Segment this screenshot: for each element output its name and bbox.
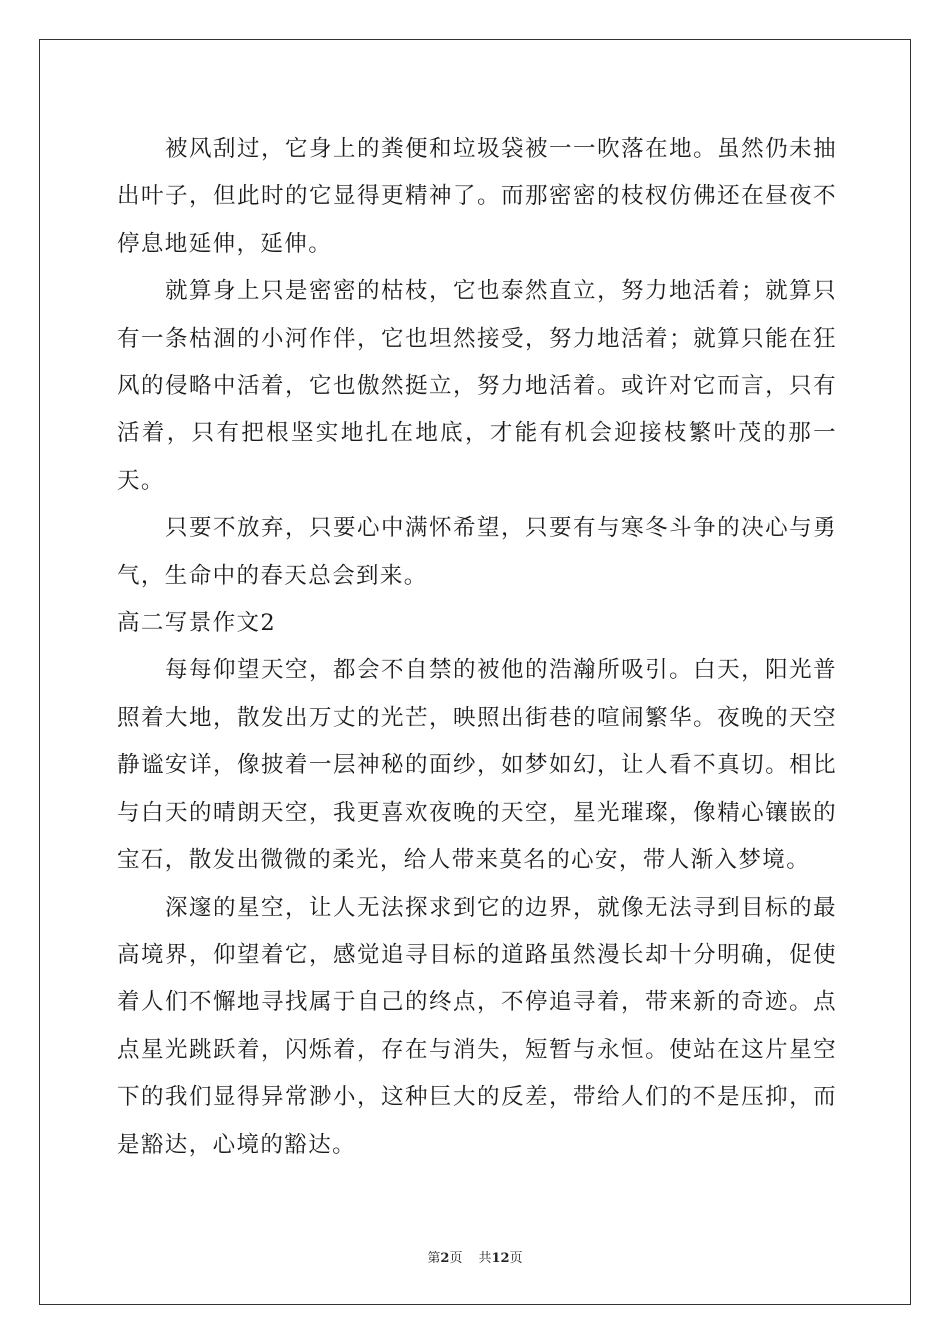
total-pages: 12 [491,1251,510,1266]
paragraph: 只要不放弃，只要心中满怀希望，只要有与寒冬斗争的决心与勇气，生命中的春天总会到来。 [117,515,837,589]
document-body [117,126,837,1169]
page-footer [0,1247,950,1266]
paragraph: 被风刮过，它身上的粪便和垃圾袋被一一吹落在地。虽然仍未抽出叶子，但此时的它显得更精神了。而那密密的枝杈仿佛还在昼夜不停息地延伸，延伸。 [117,136,837,257]
page-prefix: 第 [427,1251,441,1266]
paragraph: 就算身上只是密密的枯枝，它也泰然直立，努力地活着；就算只有一条枯涸的小河作伴，它也坦然接受，努力地活着；就算只能在狂风的侵略中活着，它也傲然挺立，努力地活着。或许对它而言，只有活着，只有把根坚实地扎在地底，才能有机会迎接枝繁叶茂的那一天。 [117,278,837,494]
total-suffix: 页 [509,1251,523,1266]
paragraph: 每每仰望天空，都会不自禁的被他的浩瀚所吸引。白天，阳光普照着大地，散发出万丈的光芒，映照出街巷的喧闹繁华。夜晚的天空静谧安详，像披着一层神秘的面纱，如梦如幻，让人看不真切。相比与白天的晴朗天空，我更喜欢夜晚的天空，星光璀璨，像精心镶嵌的宝石，散发出微微的柔光，给人带来莫名的心安，带人渐入梦境。 [117,657,837,874]
total-prefix: 共 [478,1251,492,1266]
paragraph: 深邃的星空，让人无法探求到它的边界，就像无法寻到目标的最高境界，仰望着它，感觉追寻目标的道路虽然漫长却十分明确，促使着人们不懈地寻找属于自己的终点，不停追寻着，带来新的奇迹。点点星光跳跃着，闪烁着，存在与消失，短暂与永恒。使站在这片星空下的我们显得异常渺小，这种巨大的反差，带给人们的不是压抑，而是豁达，心境的豁达。 [117,894,837,1158]
section-heading: 高二写景作文2 [117,610,277,637]
page-suffix: 页 [449,1251,463,1266]
page-number: 2 [440,1251,450,1266]
